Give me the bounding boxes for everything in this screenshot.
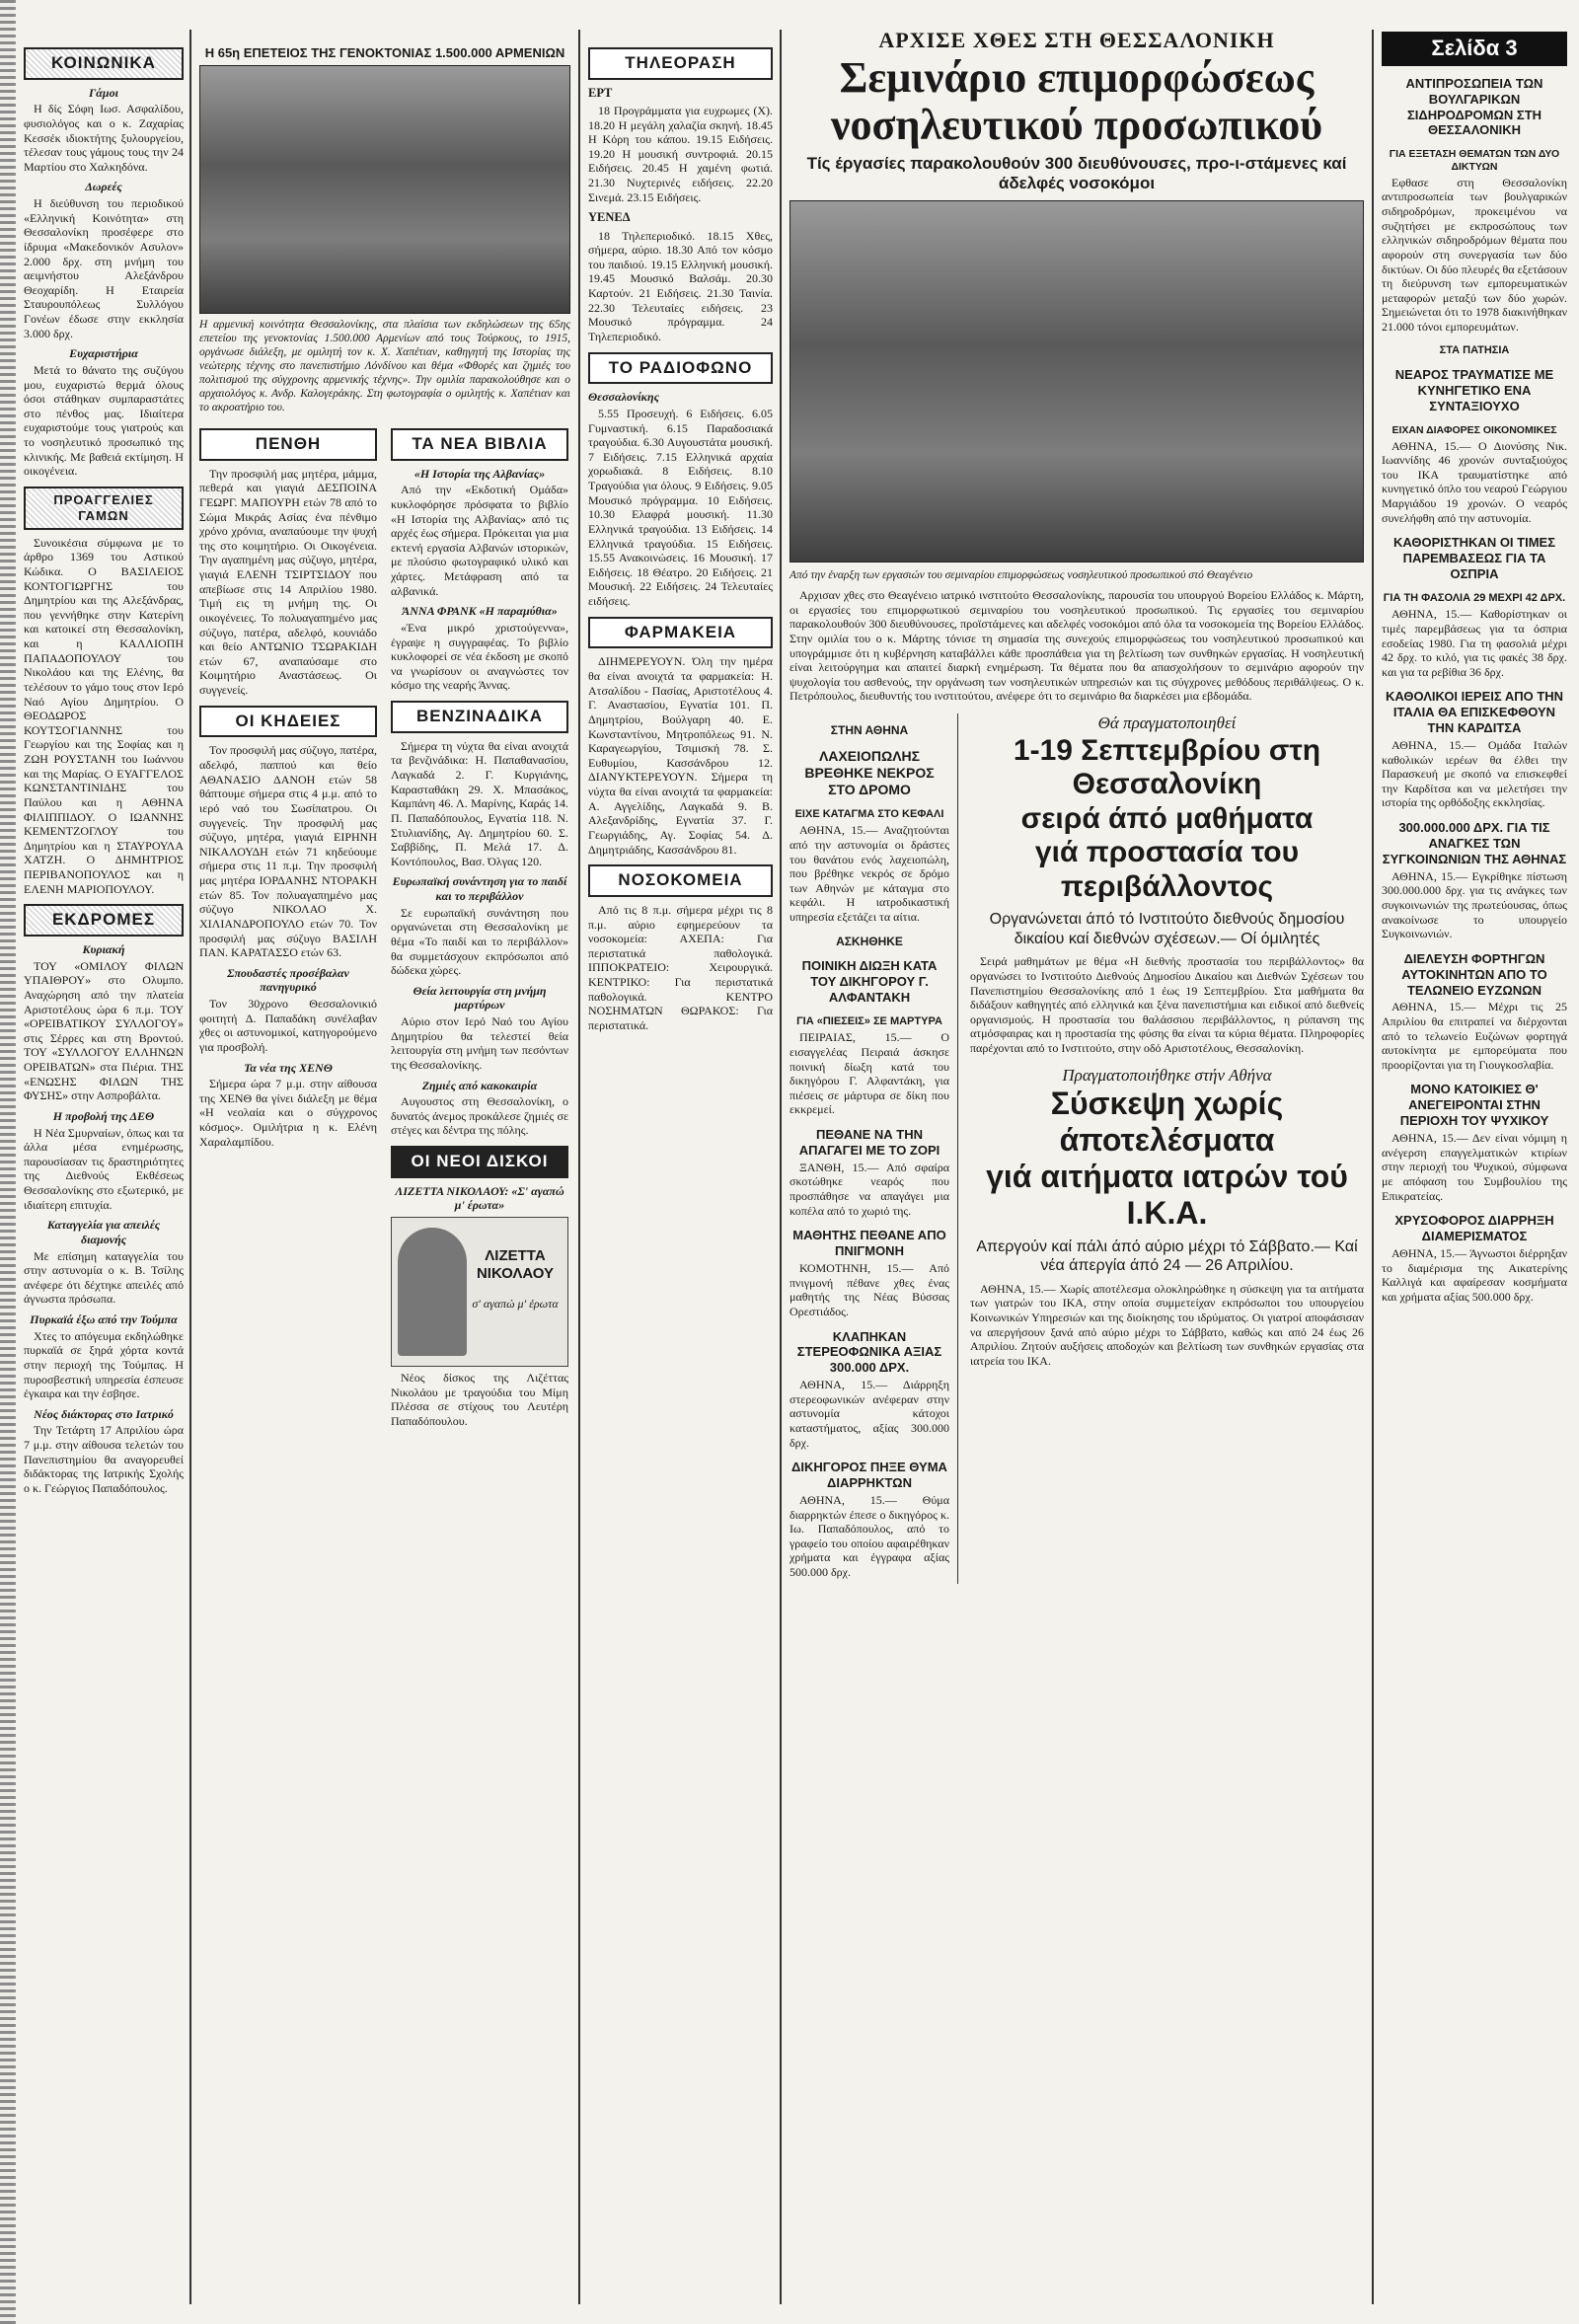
- column-rule: [1372, 30, 1374, 2304]
- main-kicker: ΑΡΧΙΣΕ ΧΘΕΣ ΣΤΗ ΘΕΣΣΑΛΟΝΙΚΗ: [878, 28, 1275, 52]
- page-number-label: Σελίδα 3: [1382, 32, 1567, 66]
- ekdromes-text: ΤΟΥ «ΟΜΙΛΟΥ ΦΙΛΩΝ ΥΠΑΙΘΡΟΥ» στο Ολυμπο. Αναχώρηση από την πλατεία Αριστοτέλους ώρα 6 π.μ. ΤΟΥ «ΟΡΕΙΒΑΤΙΚΟΥ ΣΥΛΛΟΓΟΥ» στις Σέρρες και στη Βροντού. ΤΟΥ «ΣΥΛΛΟΓΟΥ ΕΛΛΗΝΩΝ ΟΡΕΙΒΑΤΩΝ» στα Πιέρια. ΤΗΣ «ΕΝΩΣΗΣ ΦΙΛΩΝ ΤΗΣ ΦΥΣΗΣ» στην Ασπροβάλτα.: [24, 958, 184, 1103]
- katholikoi-text: ΑΘΗΝΑ, 15.— Ομάδα Ιταλών καθολικών ιερέων θα έλθει την Παρασκευή με σκοπό να επισκεφθεί την Καρδίτσα και να μελετήσει την ιστορία της ορθόδοξης εκκλησίας.: [1382, 737, 1567, 810]
- pethane-heading: ΠΕΘΑΝΕ ΝΑ ΤΗΝ ΑΠΑΓΑΓΕΙ ΜΕ ΤΟ ΖΟΡΙ: [798, 1127, 940, 1158]
- album-cover-name: ΛΙΖΕΤΤΑ ΝΙΚΟΛΑΟΥ: [476, 1247, 555, 1283]
- env-subheadline: Οργανώνεται άπό τό Ινστιτούτο διεθνούς δημοσίου δικαίου καί διεθνών σχέσεων.— Οί όμιλητές: [989, 911, 1345, 947]
- zhmies-text: Αυγουστος στη Θεσσαλονίκη, ο δυνατός άνεμος προκάλεσε ζημιές σε στέγες και δέντρα της πόλης.: [391, 1094, 568, 1138]
- book2-text: «Ένα μικρό χριστούγεννα», έγραψε η συγγραφέας. Το βιβλίο κυκλοφορεί σε νέα έκδοση με σκοπό να γνωρίσουν οι αναγνώστες τον κόσμο της νεαρής Άννας.: [391, 620, 568, 693]
- thess-label: Θεσσαλονίκης: [588, 390, 659, 405]
- section-header-penthi: ΠΕΝΘΗ: [199, 428, 377, 461]
- dorees-text: Η διεύθυνση του περιοδικού «Ελληνική Κοινότητα» στη Θεσσαλονίκη προσέφερε στο ίδρυμα «Μακεδονικόν Ασυλον» 2.000 δρχ. στη μνήμη του αειμνήστου Αλεξάνδρου Θεοχαρίδη. Η Εταιρεία Σταυρουπόλεως Συλλόγου Γονέων έδωσε στην εκκλησία 3.000 δρχ.: [24, 196, 184, 340]
- nosokomeia-text: Από τις 8 π.μ. σήμερα μέχρι τις 8 π.μ. αύριο εφημερεύουν τα νοσοκομεία: ΑΧΕΠΑ: Για περιστατικά παθολογικά. ΙΠΠΟΚΡΑΤΕΙΟ: Χειρουργικά. ΚΕΝΤΡΙΚΟ: Για περιστατικά παθολογικά. ΚΕΝΤΡΟ ΝΟΣΗΜΑΤΩΝ ΘΩΡΑΚΟΣ: Για περιστατικά.: [588, 902, 773, 1032]
- zhmies-heading: Ζημιές από κακοκαιρία: [421, 1078, 538, 1092]
- ekat-heading: 300.000.000 ΔΡΧ. ΓΙΑ ΤΙΣ ΑΝΑΓΚΕΣ ΤΩΝ ΣΥΓΚΟΙΝΩΝΙΩΝ ΤΗΣ ΑΘΗΝΑΣ: [1382, 820, 1567, 866]
- poiniki-subheading: ΓΙΑ «ΠΙΕΣΕΙΣ» ΣΕ ΜΑΡΤΥΡΑ: [796, 1014, 942, 1027]
- seminar-photo: [790, 200, 1364, 562]
- column-3: [584, 39, 777, 2309]
- section-header-tv: ΤΗΛΕΟΡΑΣΗ: [588, 47, 773, 80]
- proaggelies-text: Συνοικέσια σύμφωνα με το άρθρο 1369 του Αστικού Κώδικα. Ο ΒΑΣΙΛΕΙΟΣ ΚΟΝΤΟΓΙΩΡΓΗΣ του Δημητρίου και της Αλεξάνδρας, που γεννήθηκε στην Κατερίνη και κατοικεί στη Θεσσαλονίκη, και η ΚΑΛΛΙΟΠΗ ΠΑΠΑΔΟΠΟΥΛΟΥ του Νικολάου και της Ελένης, θα τελέσουν το γάμο τους στον Ιερό Ναό Αγίου Δημητρίου. Ο ΘΕΟΔΩΡΟΣ ΚΟΥΤΣΟΓΙΑΝΝΗΣ του Γεωργίου και της Σοφίας και η ΖΩΗ ΡΟΥΣΤΑΝΗ του Ιωάννου και της Μαρίας. Ο ΕΥΑΓΓΕΛΟΣ ΚΩΝΣΤΑΝΤΙΝΙΔΗΣ του Παύλου και η ΑΘΗΝΑ ΦΙΛΙΠΠΙΔΟΥ. Ο ΙΩΑΝΝΗΣ ΚΕΜΕΝΤΖΟΓΛΟΥ του Δημητρίου και η ΣΤΑΥΡΟΥΛΑ ΧΑΤΖΗ. Ο ΔΗΜΗΤΡΙΟΣ ΠΕΡΙΒΑΝΟΠΟΥΛΟΣ και η ΕΛΕΝΗ ΜΑΡΙΟΠΟΥΛΟΥ.: [24, 535, 184, 896]
- book1-title: «Η Ιστορία της Αλβανίας»: [414, 466, 546, 481]
- poiniki-heading: ΠΟΙΝΙΚΗ ΔΙΩΞΗ ΚΑΤΑ ΤΟΥ ΔΙΚΗΓΟΡΟΥ Γ. ΑΛΦΑΝΤΑΚΗ: [801, 958, 938, 1006]
- kataggelia-text: Με επίσημη καταγγελία του στην αστυνομία ο κ. Β. Τσίλης ανέφερε ότι δέχτηκε απειλές από άγνωστα πρόσωπα.: [24, 1248, 184, 1307]
- evropaiki-text: Σε ευρωπαϊκή συνάντηση που οργανώνεται στη Θεσσαλονίκη με θέμα «Το παιδί και το περιβάλλον» θα συμμετάσχουν εκπρόσωποι από δώδεκα χώρες.: [391, 905, 568, 978]
- mono-heading: ΜΟΝΟ ΚΑΤΟΙΚΙΕΣ Θ' ΑΝΕΓΕΙΡΟΝΤΑΙ ΣΤΗΝ ΠΕΡΙΟΧΗ ΤΟΥ ΨΥΧΙΚΟΥ: [1399, 1082, 1549, 1129]
- neaross-subheading: ΕΙΧΑΝ ΔΙΑΦΟΡΕΣ ΟΙΚΟΝΟΜΙΚΕΣ: [1391, 423, 1557, 436]
- pyrkagia-heading: Πυρκαϊά έξω από την Τούμπα: [30, 1312, 178, 1327]
- dielefsi-text: ΑΘΗΝΑ, 15.— Μέχρι τις 25 Απριλίου θα επιτραπεί να διέρχονται από το τελωνείο Ευζώνων φορτηγά αυτοκίνητα με εμπορεύματα που προορίζονται για τη Γιουγκοσλαβία.: [1382, 1000, 1567, 1072]
- antipros-subheading: ΓΙΑ ΕΞΕΤΑΣΗ ΘΕΜΑΤΩΝ ΤΩΝ ΔΥΟ ΔΙΚΤΥΩΝ: [1389, 148, 1560, 174]
- ika-subheadline: Απεργούν καί πάλι άπό αύριο μέχρι τό Σάββατο.— Καί νέα άπεργία άπό 24 — 26 Απριλίου.: [976, 1237, 1358, 1275]
- main-headline-line2: νοσηλευτικού προσωπικού: [830, 101, 1323, 150]
- armenian-caption: Η αρμενική κοινότητα Θεσσαλονίκης, στα πλαίσια των εκδηλώσεων της 65ης επετείου της γενοκτονίας 1.500.000 Αρμενίων από τους Τούρκους, το 1915, οργάνωσε διάλεξη, με ομιλητή τον κ. Χ. Χαπέτιαν, καθηγητή της Ιστορίας της νεώτερης τέχνης στο πανεπιστήμιο Λόνδίνου και θέμα «Φθορές και ζημιές του πολιτισμού της σύγχρονης αρμενικής τέχνης». Την ομιλία παρακολούθησε και ο αρχαιολόγος κ. Ανδρ. Καλογεράκης. Στη φωτογραφία ο ομιλητής κ. Χαπέτιαν και το ακροατήριο του.: [199, 318, 570, 413]
- main-headline-line1: Σεμινάριο επιμορφώσεως: [839, 52, 1315, 102]
- neaross-text: ΑΘΗΝΑ, 15.— Ο Διονύσης Νικ. Ιωαννίδης 46 χρονών συνταξιούχος του ΙΚΑ τραυματίστηκε από κυνηγετικό όπλο του νεαρού Γεώργιου Μαργιάδου 19 χρονών. Ο νεαρός συνελήφθη από την αστυνομία.: [1382, 438, 1567, 525]
- main-story-text: Αρχισαν χθες στο Θεαγένειο ιατρικό ινστιτούτο Θεσσαλονίκης, παρουσία του υπουργού Βορείου Ελλάδος κ. Μάρτη, οι εργασίες του επιμορφωτικού σεμιναρίου του νοσηλευτικού προσωπικού. Τις εργασίες του σεμιναρίου παρακολουθούν 300 διευθύνουσες, προϊστάμενες και αδελφές νοσοκόμοι από όλα τα νοσοκομεία της Βορείου Ελλάδος. Στην ομιλία του ο κ. Μάρτης τόνισε τη σημασία της συνεχούς επιμορφώσεως του νοσηλευτικού προσωπικού και υπογράμμισε ότι η κυβέρνηση καταβάλλει κάθε προσπάθεια για τη βελτίωση των συνθηκών εργασίας. Η νοσηλευτική είναι λειτούργημα και απαιτεί διαρκή ενημέρωση. Τα θέματα που θα απασχολήσουν το σεμινάριο αφορούν την ψυχολογία του ασθενούς, την οργάνωση των νοσηλευτικών υπηρεσιών και τις σύγχρονες μεθόδους περιθάλψεως. Ο κ. Πετρόπουλος, διευθυντής του ινστιτούτου, ανέφερε ότι το σεμινάριο θα διαρκέσει μια εβδομάδα.: [790, 588, 1364, 704]
- section-header-neoi-diskoi: ΟΙ ΝΕΟΙ ΔΙΣΚΟΙ: [391, 1146, 568, 1178]
- athina-label: ΣΤΗΝ ΑΘΗΝΑ: [830, 723, 909, 738]
- environment-and-ika: [966, 713, 1368, 1584]
- yened-label: ΥΕΝΕΔ: [588, 210, 631, 225]
- armenian-heading: Η 65η ΕΠΕΤΕΙΟΣ ΤΗΣ ΓΕΝΟΚΤΟΝΙΑΣ 1.500.000 ΑΡΜΕΝΙΩΝ: [204, 45, 565, 60]
- farmakeia-text: ΔΙΗΜΕΡΕΥΟΥΝ. Όλη την ημέρα θα είναι ανοιχτά τα φαρμακεία: Η. Ατσαλίδου - Πασίας, Αριστοτέλους 4. Γ. Αναστασίου, Εγνατία 101. Π. Δημητρίου, Βούλγαρη 40. Ε. Κωνσταντίνου, Μητροπόλεως 91. Ν. Καραγεωργίου, Τσιμισκή 78. Σ. Ευθυμίου, Κασσάνδρου 12. ΔΙΑΝΥΚΤΕΡΕΥΟΥΝ. Σήμερα τη νύχτα θα είναι ανοιχτά τα φαρμακεία: Α. Αγγελίδης, Λαγκαδά 9. Β. Αλεξανδρίδης, Εγνατία 37. Γ. Γεωργιάδης, Αγ. Σοφίας 54. Δ. Δημητριάδης, Κασσάνδρου 81.: [588, 654, 773, 857]
- column-rule: [578, 30, 580, 2304]
- pyrkagia-text: Χτες το απόγευμα εκδηλώθηκε πυρκαϊά σε ξηρά χόρτα κοντά στην περιοχή της Τούμπας. Η πυροσβεστική υπηρεσία έσπευσε έγκαιρα και την έσβησε.: [24, 1328, 184, 1401]
- section-header-kideies: ΟΙ ΚΗΔΕΙΕΣ: [199, 706, 377, 738]
- antipros-heading: ΑΝΤΙΠΡΟΣΩΠΕΙΑ ΤΩΝ ΒΟΥΛΓΑΡΙΚΩΝ ΣΙΔΗΡΟΔΡΟΜΩΝ ΣΤΗ ΘΕΣΣΑΛΟΝΙΚΗ: [1405, 75, 1543, 138]
- section-header-radio: ΤΟ ΡΑΔΙΟΦΩΝΟ: [588, 352, 773, 385]
- dikigoros-heading: ΔΙΚΗΓΟΡΟΣ ΠΗΞΕ ΘΥΜΑ ΔΙΑΡΡΗΚΤΩΝ: [791, 1460, 947, 1491]
- env-headline-3: γιά προστασία του περιβάλλοντος: [1034, 836, 1300, 903]
- yened-text: 18 Τηλεπεριοδικό. 18.15 Χθες, σήμερα, αύριο. 18.30 Από τον κόσμο του παιδιού. 19.15 Ελληνική μουσική. 19.45 Μουσικό Βαλσάμ. 20.30 Καρτούν. 21 Ειδήσεις. 21.30 Ταινία. 22.30 Τελευταίες ειδήσεις. 23 Μουσικό πρόγραμμα. 24 Τηλεπεριοδικό.: [588, 228, 773, 343]
- column-main-story: [786, 28, 1368, 2307]
- mono-text: ΑΘΗΝΑ, 15.— Δεν είναι νόμιμη η ανέγερση επαγγελματικών κτιρίων στην περιοχή του Ψυχικού, σύμφωνα με απόφαση του Συμβουλίου της Επικρατείας.: [1382, 1131, 1567, 1203]
- diaktoras-text: Την Τετάρτη 17 Απριλίου ώρα 7 μ.μ. στην αίθουσα τελετών του Πανεπιστημίου θα αναγορευθεί διδάκτορας της Ιατρικής Σχολής ο κ. Γεώργιος Παπαδόπουλος.: [24, 1423, 184, 1495]
- column-rule: [189, 30, 191, 2304]
- column-social: [20, 39, 188, 2309]
- album-cover-portrait: [398, 1228, 467, 1356]
- book2-title: ΆΝΝΑ ΦΡΑΝΚ «Η παραμύθια»: [402, 604, 558, 619]
- kataggelia-heading: Καταγγελία για απειλές διαμονής: [46, 1218, 161, 1246]
- env-headline-1: 1-19 Σεπτεμβρίου στη Θεσσαλονίκη: [1013, 733, 1321, 801]
- section-header-venzinadika: ΒΕΝΖΙΝΑΔΙΚΑ: [391, 701, 568, 733]
- lax-subheading: ΕΙΧΕ ΚΑΤΑΓΜΑ ΣΤΟ ΚΕΦΑΛΙ: [794, 807, 944, 820]
- section-header-farmakeia: ΦΑΡΜΑΚΕΙΑ: [588, 617, 773, 649]
- neaross-heading: ΝΕΑΡΟΣ ΤΡΑΥΜΑΤΙΣΕ ΜΕ ΚΥΝΗΓΕΤΙΚΟ ΕΝΑ ΣΥΝΤΑΞΙΟΥΧΟ: [1394, 367, 1554, 413]
- patra-label: ΣΤΑ ΠΑΤΗΣΙΑ: [1439, 343, 1510, 356]
- page-fold-edge: [0, 0, 16, 2324]
- ika-headline-1: Σύσκεψη χωρίς άποτελέσματα: [1050, 1086, 1284, 1159]
- briefs-column: [786, 713, 958, 1584]
- seminar-caption: Από την έναρξη των εργασιών του σεμιναρίου επιμορφώσεως νοσηλευτικού προσωπικού στό Θεαγένειο: [790, 569, 1253, 582]
- dielefsi-heading: ΔΙΕΛΕΥΣΗ ΦΟΡΤΗΓΩΝ ΑΥΤΟΚΙΝΗΤΩΝ ΑΠΟ ΤΟ ΤΕΛΩΝΕΙΟ ΕΥΖΩΝΩΝ: [1401, 950, 1547, 998]
- spoudastes-heading: Σπουδαστές προσέβαλαν πανηγυρικό: [227, 965, 349, 995]
- ika-kicker: Πραγματοποιήθηκε στήν Αθήνα: [1062, 1065, 1272, 1085]
- main-story-body: [786, 588, 1368, 708]
- xrysof-heading: ΧΡΥΣΟΦΟΡΟΣ ΔΙΑΡΡΗΞΗ ΔΙΑΜΕΡΙΣΜΑΤΟΣ: [1394, 1213, 1554, 1244]
- spoudastes-text: Τον 30χρονο Θεσσαλονικιό φοιτητή Δ. Παπαδάκη συνέλαβαν χθες οι αστυνομικοί, κατηγορούμενο για προσβολή.: [199, 997, 377, 1054]
- xrysof-text: ΑΘΗΝΑ, 15.— Άγνωστοι διέρρηξαν το διαμέρισμα της Αικατερίνης Καλλιγά και αφαίρεσαν κοσμήματα και χρήματα αξίας 500.000 δρχ.: [1382, 1245, 1567, 1304]
- section-header-ekdromes: ΕΚΔΡΟΜΕΣ: [24, 904, 184, 937]
- venzinadika-text: Σήμερα τη νύχτα θα είναι ανοιχτά τα βενζινάδικα: Η. Παπαθανασίου, Λαγκαδά 2. Γ. Κυργιάνης, Καρασταθάκη 29. Χ. Μπασάκος, Καμπάνη 46. Λ. Μαρίνης, Καράς 14. Π. Παπαδόπουλος, Εγνατία 118. Ν. Στυλιανίδης, Αγ. Δημητρίου 60. Σ. Σαββίδης, Π. Μελά 17. Δ. Κοντόπουλος, Βασ. Όλγας 120.: [391, 738, 568, 868]
- xeno-heading: Τα νέα της ΧΕΝΘ: [244, 1060, 333, 1075]
- lax-heading: ΛΑΧΕΙΟΠΩΛΗΣ ΒΡΕΘΗΚΕ ΝΕΚΡΟΣ ΣΤΟ ΔΡΟΜΟ: [804, 747, 935, 797]
- album-cover-subtitle: σ' αγαπώ μ' έρωτα: [472, 1297, 559, 1312]
- mathitis-heading: ΜΑΘΗΤΗΣ ΠΕΘΑΝΕ ΑΠΟ ΠΝΙΓΜΟΝΗ: [792, 1228, 946, 1259]
- efharistiria-text: Μετά το θάνατο της συζύγου μου, ευχαριστώ θερμά όλους όσοι στάθηκαν συμπαραστάτες στο πένθος μας. Ιδιαίτερα ευχαριστούμε τους γιατρούς και το νοσηλευτικό προσωπικό της κλινικής. Με βαθειά εκτίμηση. Η οικογένεια.: [24, 362, 184, 479]
- books-column: [387, 420, 572, 1433]
- ekat-text: ΑΘΗΝΑ, 15.— Εγκρίθηκε πίστωση 300.000.000 δρχ. για τις ανάγκες των συγκοινωνιών της πρωτεύουσας, όπως ανακοίνωσε το υπουργείο Συγκοινωνιών.: [1382, 868, 1567, 941]
- lizetta-text: Νέος δίσκος της Λιζέττας Νικολάου με τραγούδια του Μίμη Πλέσσα σε στίχους του Λευτέρη Παπαδόπουλου.: [391, 1371, 568, 1428]
- mathitis-text: ΚΟΜΟΤΗΝΗ, 15.— Από πνιγμονή πέθανε χθες ένας μαθητής της Νέας Βύσσας Ορεστιάδος.: [790, 1261, 949, 1318]
- thess-text: 5.55 Προσευχή. 6 Ειδήσεις. 6.05 Γυμναστική. 6.15 Παραδοσιακά τραγούδια. 6.30 Αυγουστάτα μουσική. 7 Ειδήσεις. 7.15 Ελληνικά αρχαία χορωδιακά. 8 Ειδήσεις. 8.10 Τραγούδια για όλους. 9 Ειδήσεις. 9.05 Μουσικό πρόγραμμα. 10 Ειδήσεις. 10.30 Ελαφρά μουσική. 11.30 Ελληνικά τραγούδια. 13 Ειδήσεις. 14 Ελληνικά τραγούδια. 15 Ειδήσεις. 15.55 Ανακοινώσεις. 16 Μουσική. 17 Ειδήσεις. 18 Θέατρο. 20 Ειδήσεις. 21 Μουσική. 22 Ειδήσεις. 24 Τελευταίες ειδήσεις.: [588, 406, 773, 609]
- section-header-nea-vivlia: ΤΑ ΝΕΑ ΒΙΒΛΙΑ: [391, 428, 568, 461]
- evropaiki-heading: Ευρωπαϊκή συνάντηση για το παιδί και το περιβάλλον: [392, 874, 567, 904]
- kyriaki-heading: Κυριακή: [82, 942, 125, 957]
- section-header-proaggelies: ΠΡΟΑΓΓΕΛΙΕΣ ΓΑΜΩΝ: [24, 487, 184, 530]
- diaktoras-heading: Νέος διάκτορας στο Ιατρικό: [34, 1406, 174, 1421]
- dorees-heading: Δωρεές: [85, 180, 122, 194]
- xeno-text: Σήμερα ώρα 7 μ.μ. στην αίθουσα της ΧΕΝΘ θα γίνει διάλεξη με θέμα «Η νεολαία και ο σύγχρονος κόσμος». Ομιλήτρια η κ. Ελένη Χαραλαμπίδου.: [199, 1077, 377, 1149]
- leitourgia-heading: Θεία λειτουργία στη μνήμη μαρτύρων: [413, 983, 547, 1012]
- env-kicker: Θά πραγματοποιηθεί: [1097, 713, 1237, 733]
- env-text: Σειρά μαθημάτων με θέμα «Η διεθνής προστασία του περιβάλλοντος» θα οργανώσει το Ινστιτούτο Διεθνούς Δημοσίου Δικαίου και Διεθνών Σχέσεων του Πανεπιστημίου Θεσσαλονίκης από 1 έως 19 Σεπτεμβρίου. Στα μαθήματα θα διδάξουν καθηγητές από ελληνικά και ξένα πανεπιστήμια και ειδικοί από διεθνείς οργανισμούς. Η προστασία του θαλάσσιου περιβάλλοντος, η ρύπανση της ατμόσφαιρας και η προστασία της φύσης θα είναι τα κύρια θέματα. Πληροφορίες παρέχονται από το Ινστιτούτο, στην οδό Αριστοτέλους, Θεσσαλονίκη.: [970, 954, 1364, 1056]
- kathorist-subheading: ΓΙΑ ΤΗ ΦΑΣΟΛΙΑ 29 ΜΕΧΡΙ 42 ΔΡΧ.: [1383, 591, 1566, 604]
- penthi-kideies-column: [195, 420, 381, 1433]
- leitourgia-text: Αύριο στον Ιερό Ναό του Αγίου Δημητρίου θα τελεστεί θεία λειτουργία στη μνήμη των πεσόντων της Θεσσαλονίκης.: [391, 1014, 568, 1072]
- klapikan-heading: ΚΛΑΠΗΚΑΝ ΣΤΕΡΕΟΦΩΝΙΚΑ ΑΞΙΑΣ 300.000 ΔΡΧ.: [796, 1328, 942, 1376]
- ika-text: ΑΘΗΝΑ, 15.— Χωρίς αποτέλεσμα ολοκληρώθηκε η σύσκεψη για τα αιτήματα των γιατρών του ΙΚΑ, στην οποία συμμετείχαν εκπρόσωποι του υπουργείου Κοινωνικών Υπηρεσιών και της διοίκησης του ιδρύματος. Οι γιατροί αποφάσισαν να απεργήσουν ξανά από αύριο μέχρι το Σάββατο, καθώς και από 24 έως 26 Απριλίου. Ζητούν αυξήσεις αποδοχών και βελτίωση των συνθηκών εργασίας στα ιατρεία του ΙΚΑ.: [970, 1281, 1364, 1368]
- ika-headline-2: γιά αιτήματα ιατρών τού Ι.Κ.Α.: [986, 1159, 1348, 1231]
- gamoi-heading: Γάμοι: [89, 85, 118, 100]
- env-headline-2: σειρά άπό μαθήματα: [1020, 801, 1314, 835]
- efharistiria-heading: Ευχαριστήρια: [69, 346, 138, 361]
- album-cover: [391, 1217, 568, 1367]
- provolh-heading: Η προβολή της ΔΕΘ: [52, 1108, 155, 1123]
- lizetta-title: ΛΙΖΕΤΤΑ ΝΙΚΟΛΑΟΥ: «Σ' αγαπώ μ' έρωτα»: [395, 1183, 564, 1213]
- column-2: [195, 39, 574, 2309]
- column-right: [1378, 30, 1571, 2309]
- kideies-text: Τον προσφιλή μας σύζυγο, πατέρα, αδελφό, παππού και θείο ΑΘΑΝΑΣΙΟ ΔΑΝΟΗ ετών 58 θάπτουμε σήμερα στις 4 μ.μ. από το ιερό ναό του Σωσίπατρου. Οι συγγενείς. Την προσφιλή μας σύζυγο, μητέρα, γιαγιά ΕΙΡΗΝΗ ΝΙΚΑΛΟΥΔΗ ετών 71 κηδεύουμε σήμερα στις 11 π.μ. Την προσφιλή μας μητέρα ΙΟΡΔΑΝΗΣ ΝΤΟΡΑΚΗ ετών 85. Τον πολυαγαπημένο μας σύζυγο ΝΙΚΟΛΑΟ Χ. ΧΙΛΙΑΝΔΡΟΠΟΥΛΟ ετών 70. Τον προσφιλή μας σύζυγο ΒΑΣΙΛΗ ΠΑΝ. ΚΑΡΑΤΑΣΣΟ ετών 63.: [199, 743, 377, 960]
- ert-label: ΕΡΤ: [588, 85, 613, 100]
- antipros-text: Εφθασε στη Θεσσαλονίκη αντιπροσωπεία των βουλγαρικών σιδηροδρόμων, προκειμένου να συζητήσει με εκπροσώπους των ελληνικών σιδηροδρόμων θέματα που αφορούν στη συνεργασία των δύο δικτύων. Οι δύο πλευρές θα εξετάσουν τη διεύρυνση των εμπορευματικών μεταφορών μεταξύ των δύο χωρών. Σημειώνεται ότι το 1978 διακινήθηκαν 21.000 τόνοι εμπορευμάτων.: [1382, 175, 1567, 335]
- section-header-koinonika: ΚΟΙΝΩΝΙΚΑ: [24, 47, 184, 80]
- column-rule: [780, 30, 782, 2304]
- poiniki-text: ΠΕΙΡΑΙΑΣ, 15.— Ο εισαγγελέας Πειραιά άσκησε ποινική δίωξη κατά του δικηγόρου Γ. Αλφαντάκη, για πιέσεις σε μάρτυρα σε δίκη που εκκρεμεί.: [790, 1030, 949, 1117]
- kathorist-heading: ΚΑΘΟΡΙΣΤΗΚΑΝ ΟΙ ΤΙΜΕΣ ΠΑΡΕΜΒΑΣΕΩΣ ΓΙΑ ΤΑ ΟΣΠΡΙΑ: [1392, 535, 1556, 581]
- dikigoros-text: ΑΘΗΝΑ, 15.— Θύμα διαρρηκτών έπεσε ο δικηγόρος κ. Ιω. Παπαδόπουλος, από το γραφείο του οποίου αφαιρέθηκαν χρήματα και έγγραφα αξίας 500.000 δρχ.: [790, 1492, 949, 1580]
- main-subheadline: Τίς έργασίες παρακολουθούν 300 διευθύνουσες, προ-ι-στάμενες καί άδελφές νοσοκόμοι: [806, 153, 1347, 193]
- katholikoi-heading: ΚΑΘΟΛΙΚΟΙ ΙΕΡΕΙΣ ΑΠΟ ΤΗΝ ΙΤΑΛΙΑ ΘΑ ΕΠΙΣΚΕΦΘΟΥΝ ΤΗΝ ΚΑΡΔΙΤΣΑ: [1385, 689, 1564, 736]
- section-header-nosokomeia: ΝΟΣΟΚΟΜΕΙΑ: [588, 864, 773, 897]
- pethane-text: ΞΑΝΘΗ, 15.— Από σφαίρα σκοτώθηκε νεαρός που προσπάθησε να απαγάγει μια κοπέλα από το χωριό της.: [790, 1160, 949, 1218]
- lax-text: ΑΘΗΝΑ, 15.— Αναζητούνται από την αστυνομία οι δράστες του θανάτου ενός λαχειοπώλη, που βρέθηκε νεκρός σε δρόμο των Αθηνών με κάταγμα στο κεφάλι. Η ιατροδικαστική υπηρεσία εξετάζει τα αίτια.: [790, 823, 949, 925]
- gamoi-text: Η δίς Σόφη Ιωσ. Ασφαλίδου, φυσιολόγος και ο κ. Ζαχαρίας Κεσσέκ ιδιοκτήτης ξυλουργείου, τέλεσαν τους γάμους τους την 24 Μαρτίου στο Χαλκηδόνα.: [24, 102, 184, 174]
- armenian-event-photo: [199, 65, 570, 314]
- provolh-text: Η Νέα Σμυρναίων, όπως και τα άλλα μέσα ενημέρωσης, παρουσίασαν τις δραστηριότητες της Διεθνούς Εκθέσεως Θεσσαλονίκης στο εξωτερικό, με ιδιαίτερη επιτυχία.: [24, 1125, 184, 1212]
- book1-text: Από την «Εκδοτική Ομάδα» κυκλοφόρησε πρόσφατα το βιβλίο «Η Ιστορία της Αλβανίας» από τις αρχές έως σήμερα. Πρόκειται για μια εκτενή εργασία Αλβανών ιστορικών, με πλούσιο φωτογραφικό υλικό και χάρτες. Μετάφραση από τα αλβανικά.: [391, 483, 568, 598]
- kathorist-text: ΑΘΗΝΑ, 15.— Καθορίστηκαν οι τιμές παρεμβάσεως για τα όσπρια εσοδείας 1980. Για τη φασολιά μέχρι 42 δρχ. το κιλό, για τις φακές 38 δρχ. και για τα ρεβίθια 36 δρχ.: [1382, 607, 1567, 679]
- penthi-text: Την προσφιλή μας μητέρα, μάμμα, πεθερά και γιαγιά ΔΕΣΠΟΙΝΑ ΓΕΩΡΓ. ΜΑΠΟΥΡΗ ετών 78 από το Σώμα Μικράς Ασίας ένα πένθιμο χρόνο χρόνια, αναπαύουμε την ψυχή της στο κοιμητήριο. Οι Οικογένεια. Την αγαπημένη μας σύζυγο, μητέρα, γιαγιά ΕΛΕΝΗ ΤΣΙΡΤΣΙΔΟΥ που απεβίωσε στις 14 Απριλίου 1980. Τιμή εις τη μνήμη της. Οι οικογένειες. Το πολυαγαπημένο μας σύζυγο, πατέρα, αδελφό, κουνιάδο και θείο ΑΝΤΩΝΙΟ ΤΣΩΡΑΚΙΔΗ ετών 67, αναπαύσαμε στο Κοιμητήριο Αναστάσεως. Οι συγγενείς.: [199, 466, 377, 698]
- ert-text: 18 Προγράμματα για ευχρωμες (Χ). 18.20 Η μεγάλη χαλαζία σκηνή. 18.45 Η Κόρη του κάπου. 19.15 Ειδήσεις. 19.20 Η μουσική συντροφιά. 20.15 Ειδήσεις. 20.45 Η χαμένη φωτιά. 21.30 Νυχτερινές ειδήσεις. 22.20 Σινεμά. 23.15 Ειδήσεις.: [588, 103, 773, 204]
- klapikan-text: ΑΘΗΝΑ, 15.— Διάρρηξη στερεοφωνικών ανέφεραν στην αστυνομία κάτοχοι καταστήματος, αξίας 300.000 δρχ.: [790, 1378, 949, 1450]
- askhsh-label: ΑΣΚΗΘΗΚΕ: [836, 934, 903, 948]
